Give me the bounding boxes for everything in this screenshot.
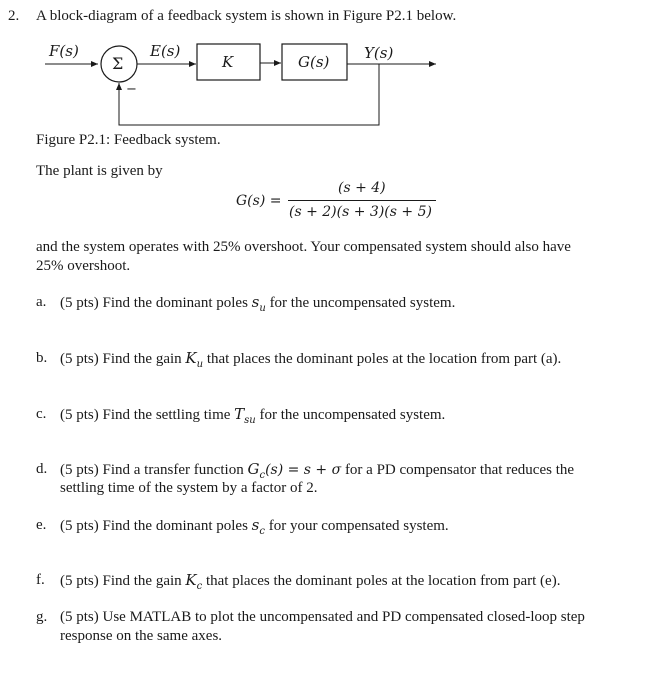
figure-caption: Figure P2.1: Feedback system.	[36, 132, 221, 148]
part-symbol: s	[251, 293, 260, 311]
part-symbol: K	[185, 571, 197, 589]
output-label: Y(s)	[364, 44, 394, 62]
part-text: that places the dominant poles at the location from part (e).	[202, 573, 561, 589]
part-text: (5 pts) Find the dominant poles	[60, 518, 252, 534]
part-text-line-2: response on the same axes.	[60, 628, 223, 644]
fraction-bar	[288, 200, 436, 201]
part-subscript: u	[196, 359, 204, 370]
part-symbol: K	[185, 349, 197, 367]
part-symbol: s	[251, 516, 260, 534]
plant-label: G(s)	[298, 53, 330, 71]
error-label: E(s)	[150, 42, 181, 60]
part-label: f.	[36, 572, 45, 588]
spec-line-1: and the system operates with 25% overshoot. Your compensated system should also have	[36, 239, 571, 255]
plant-denominator: (s + 2)(s + 3)(s + 5)	[289, 204, 432, 220]
part-text: (5 pts) Find a transfer function	[60, 462, 248, 478]
part-text: (5 pts) Find the dominant poles	[60, 295, 252, 311]
part-text: (5 pts) Find the settling time	[60, 407, 235, 423]
part-subscript: u	[259, 303, 266, 314]
problem-intro: A block-diagram of a feedback system is shown in Figure P2.1 below.	[36, 8, 457, 24]
part-subscript: c	[259, 470, 266, 481]
part-label: b.	[36, 350, 48, 366]
part-text: that places the dominant poles at the location from part (a).	[203, 351, 562, 367]
part-label: c.	[36, 406, 47, 422]
part-subscript: c	[196, 581, 203, 592]
feedback-sign: −	[126, 82, 137, 97]
part-label: a.	[36, 294, 47, 310]
plant-numerator: (s + 4)	[338, 180, 386, 196]
part-subscript: c	[259, 526, 265, 537]
part-text: for your compensated system.	[264, 518, 449, 534]
part-text: for the uncompensated system.	[265, 295, 456, 311]
part-text: (5 pts) Find the gain	[60, 351, 186, 367]
summer-symbol: Σ	[112, 54, 124, 73]
part-text: (5 pts) Find the gain	[60, 573, 186, 589]
plant-intro: The plant is given by	[36, 163, 163, 179]
part-symbol: G	[247, 460, 260, 478]
part-label: g.	[36, 609, 48, 625]
input-label: F(s)	[49, 42, 79, 60]
spec-line-2: 25% overshoot.	[36, 258, 131, 274]
part-symbol: T	[234, 405, 245, 423]
controller-label: K	[222, 53, 234, 71]
part-text: for a PD compensator that reduces the	[341, 462, 575, 478]
part-label: d.	[36, 461, 48, 477]
part-math: (s) = s + σ	[265, 462, 342, 478]
problem-number: 2.	[8, 8, 20, 24]
part-subscript: su	[244, 415, 256, 426]
part-text: for the uncompensated system.	[255, 407, 446, 423]
plant-lhs: G(s) =	[236, 193, 282, 209]
part-text-line-2: settling time of the system by a factor of 2.	[60, 480, 318, 496]
part-text: (5 pts) Use MATLAB to plot the uncompensated and PD compensated closed-loop step	[60, 609, 585, 625]
part-label: e.	[36, 517, 47, 533]
